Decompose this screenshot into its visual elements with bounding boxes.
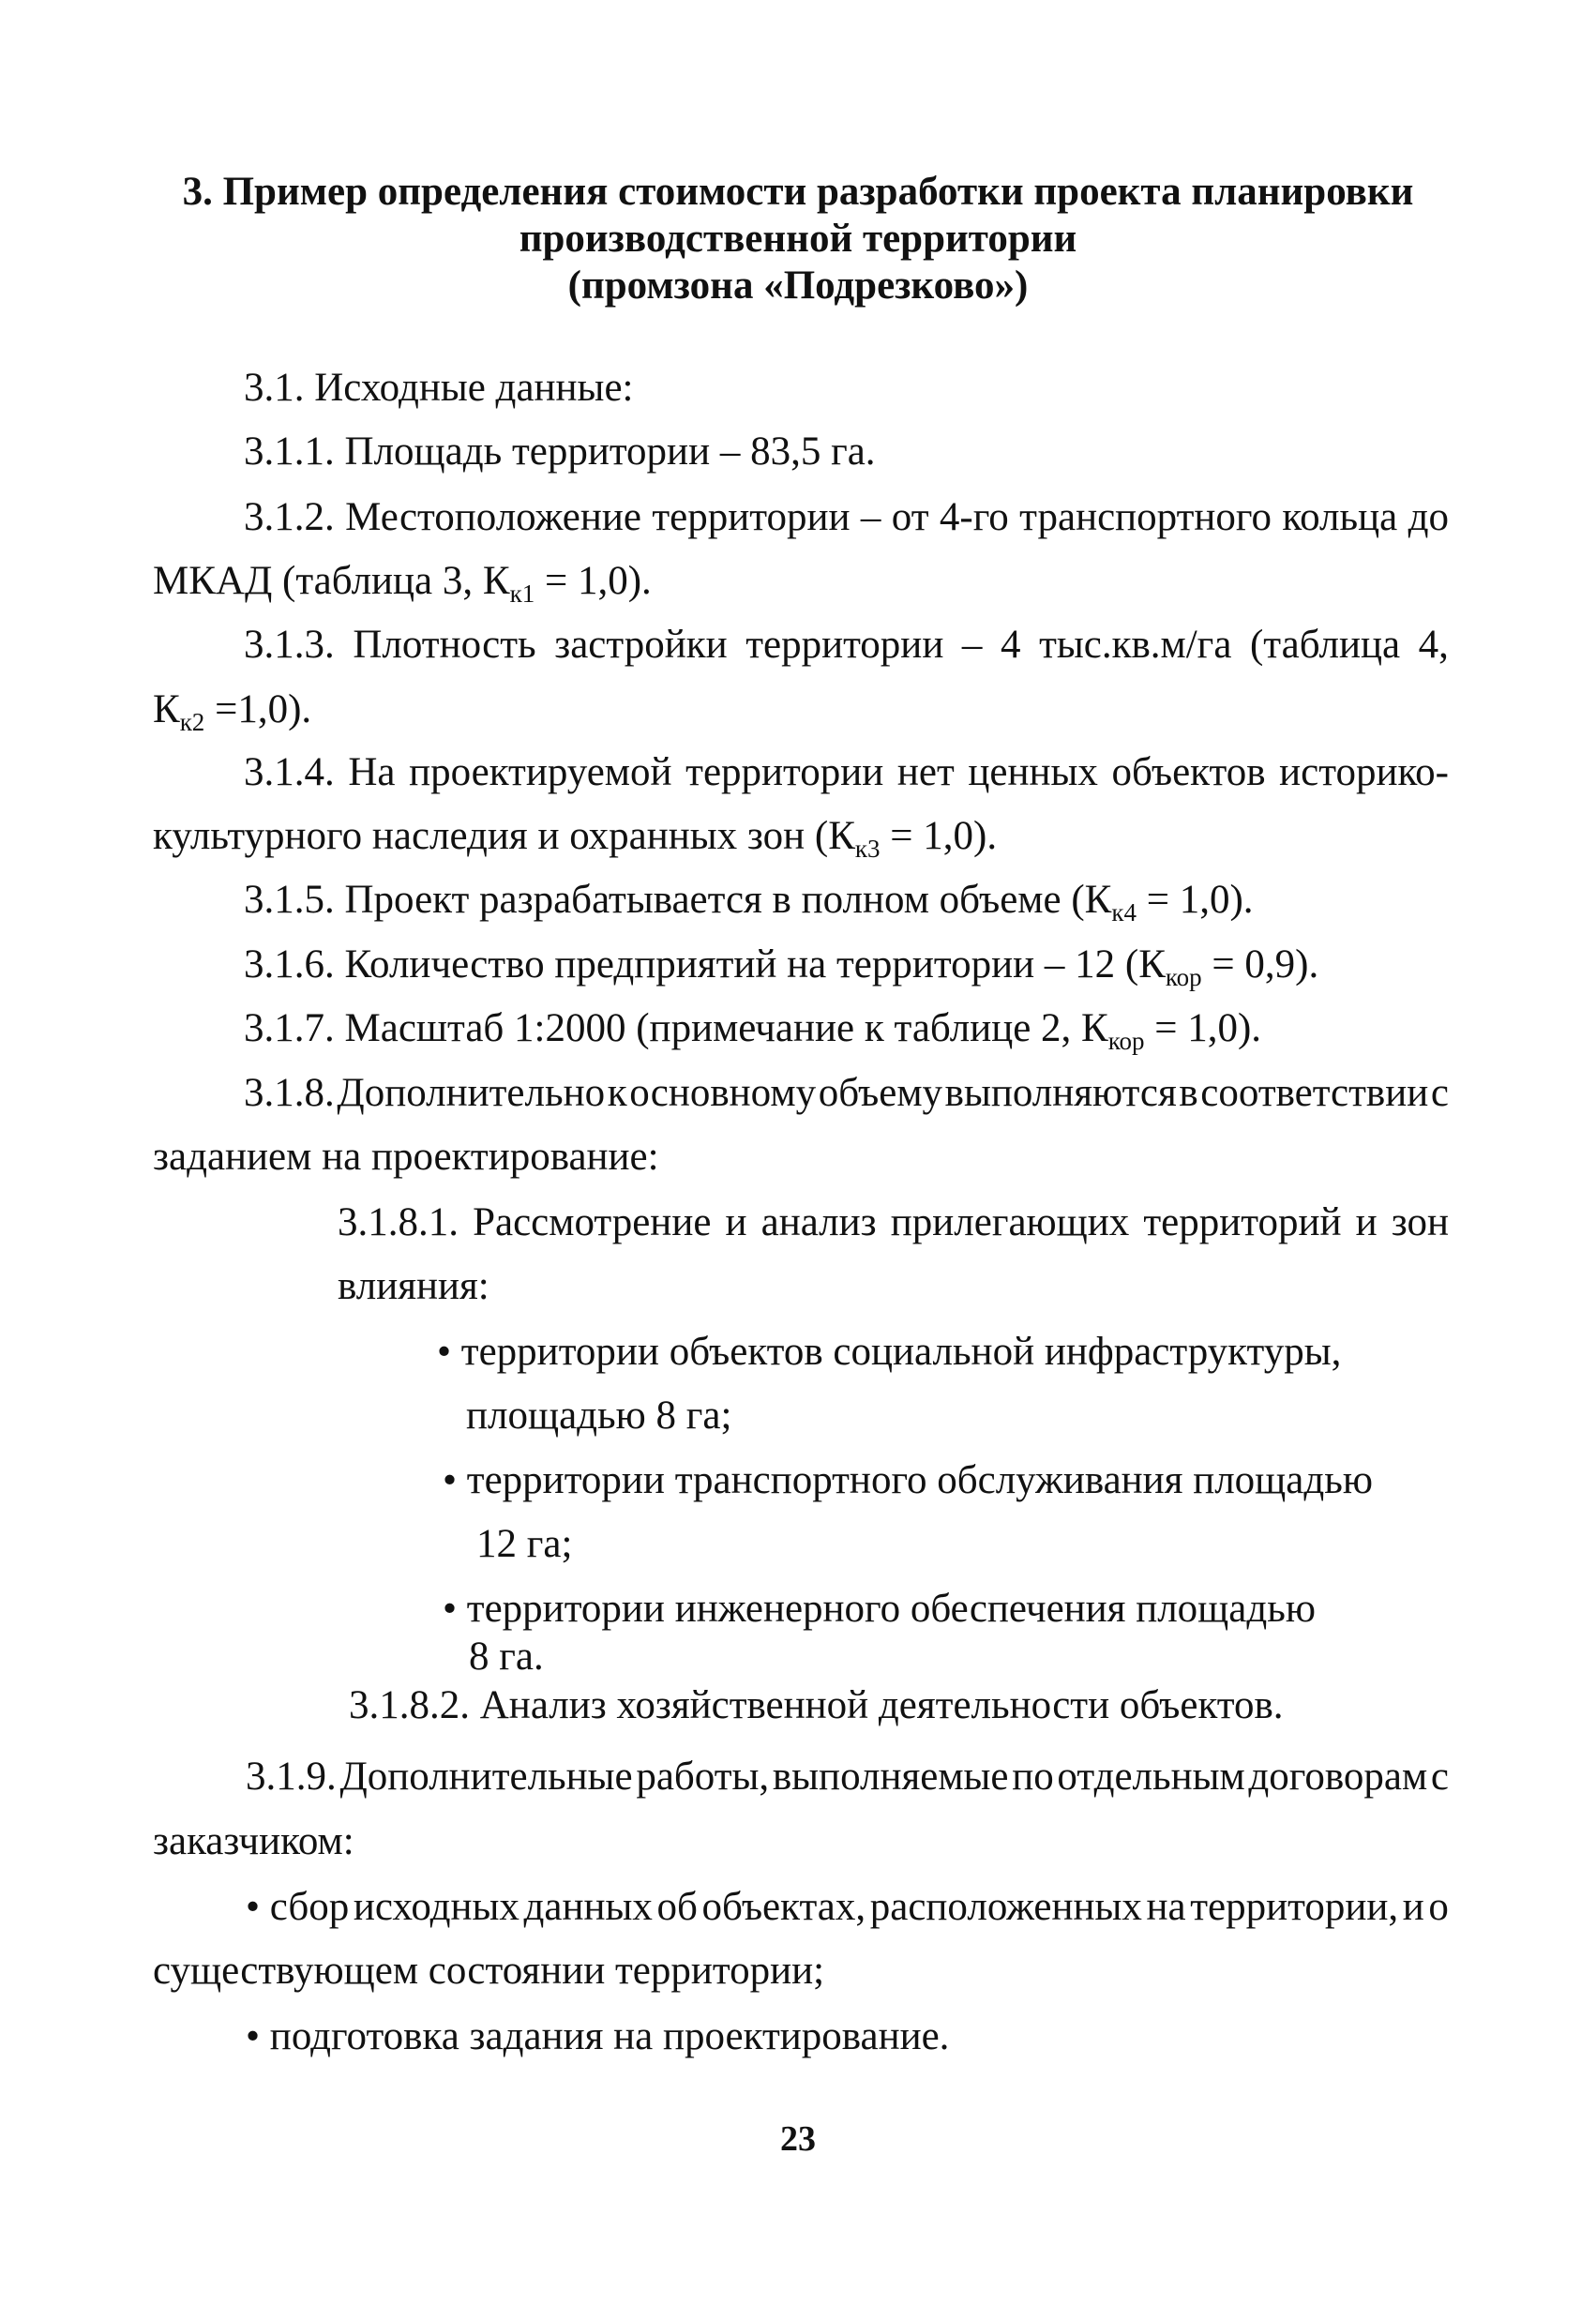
para-3-1-4-line-1: 3.1.4. На проектируемой территории нет ценных объектов историко-	[244, 750, 1449, 794]
list-item-continuation: существующем состоянии территории;	[153, 1949, 825, 1993]
list-item: • подготовка задания на проектирование.	[246, 2014, 950, 2058]
para-3-1-4-line-2: культурного наследия и охранных зон $(К_{к3} = 1,0)$.	[153, 814, 998, 863]
para-3-1-8-1-line-2: влияния:	[338, 1264, 489, 1308]
para-3-1-8-2: 3.1.8.2. Анализ хозяйственной деятельности объектов.	[349, 1683, 1284, 1727]
para-3-1-3-line-1: 3.1.3. Плотность застройки территории – 4 тыс.кв.м/га (таблица 4,	[244, 623, 1449, 667]
section-title-line-3: (промзона «Подрезково»)	[567, 264, 1029, 308]
list-item-continuation: 12 га;	[476, 1522, 573, 1566]
para-3-1-6: 3.1.6. Количество предприятий на территории – 12 $(К_{кор} = 0,9)$.	[244, 942, 1319, 991]
para-3-1-7: 3.1.7. Масштаб 1:2000 (примечание к таблице 2, $К_{кор} = 1,0$).	[244, 1006, 1262, 1055]
para-3-1: 3.1. Исходные данные:	[244, 366, 634, 410]
para-3-1-9-line-1: 3.1.9. Дополнительные работы, выполняемые по отдельным договорам с	[246, 1755, 1449, 1799]
list-item: • территории транспортного обслуживания площадью	[443, 1458, 1373, 1502]
para-3-1-8-line-1: 3.1.8. Дополнительно к основному объему выполняются в соответствии с	[244, 1071, 1449, 1115]
section-title-line-1: 3. Пример определения стоимости разработки проекта планировки	[182, 170, 1414, 214]
para-3-1-3-line-2: $К_{к2} =1,0$).	[153, 687, 312, 736]
list-item-continuation: 8 га.	[469, 1635, 544, 1679]
para-3-1-8-line-2: заданием на проектирование:	[153, 1135, 659, 1179]
list-item: • территории инженерного обеспечения площадью	[443, 1587, 1316, 1631]
section-title-line-2: производственной территории	[519, 217, 1077, 261]
page-number: 23	[780, 2119, 816, 2159]
para-3-1-5: 3.1.5. Проект разрабатывается в полном объеме $(К_{к4} = 1,0)$.	[244, 878, 1254, 927]
list-item: • территории объектов социальной инфраструктуры,	[437, 1330, 1342, 1374]
para-3-1-9-line-2: заказчиком:	[153, 1819, 354, 1863]
list-item: • сбор исходных данных об объектах, расположенных на территории, и о	[246, 1885, 1449, 1929]
list-item-continuation: площадью 8 га;	[466, 1394, 732, 1438]
para-3-1-1: 3.1.1. Площадь территории – 83,5 га.	[244, 429, 876, 474]
para-3-1-2-line-1: 3.1.2. Местоположение территории – от 4-го транспортного кольца до	[244, 495, 1449, 539]
para-3-1-8-1-line-1: 3.1.8.1. Рассмотрение и анализ прилегающих территорий и зон	[338, 1200, 1449, 1244]
para-3-1-2-line-2: МКАД (таблица 3, $К_{к1} = 1,0$).	[153, 559, 652, 608]
